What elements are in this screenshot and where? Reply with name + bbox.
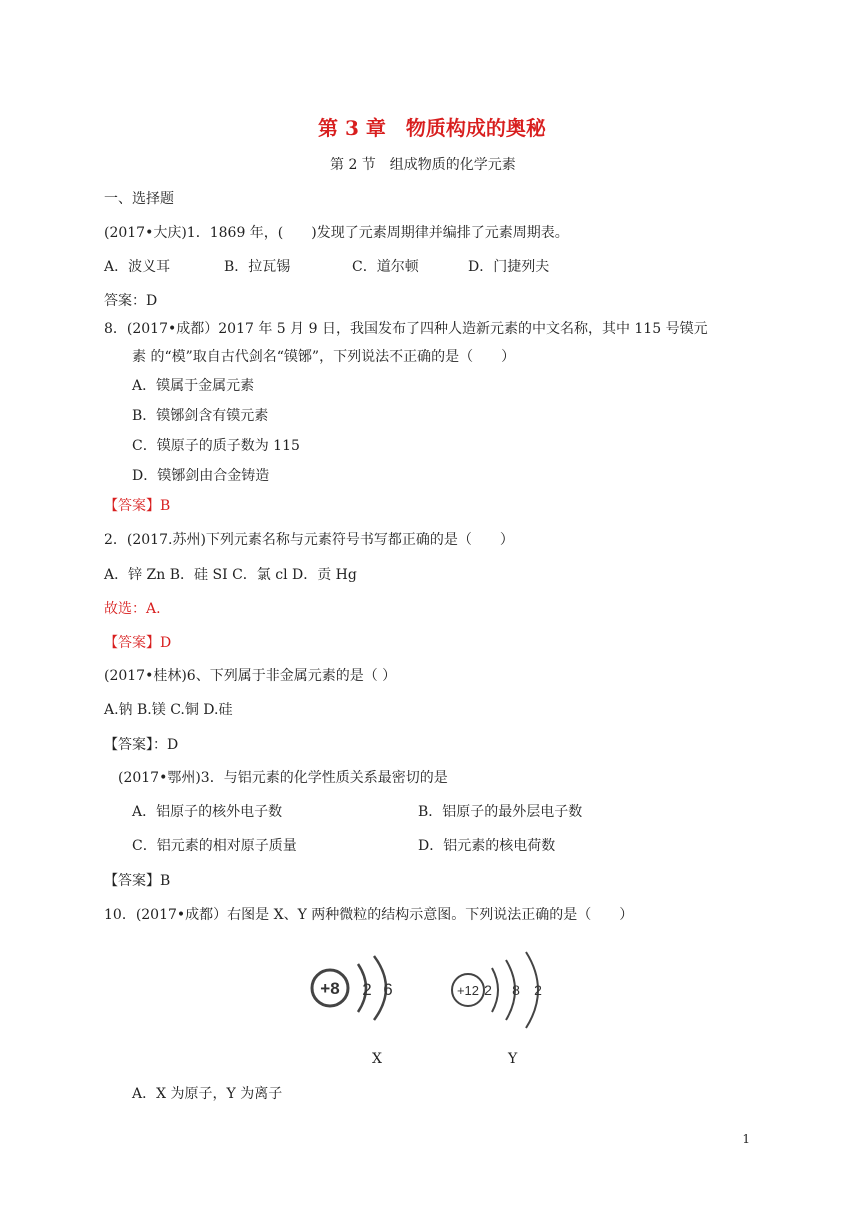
q3-option-d: D．铝元素的核电荷数 (418, 838, 556, 854)
q1-stem: (2017•大庆)1．1869 年，( )发现了元素周期律并编排了元素周期表。 (104, 225, 569, 241)
q8-stem-line1: 8．(2017•成都）2017 年 5 月 9 日，我国发布了四种人造新元素的中文名称，其中 115 号镆元 (104, 321, 708, 337)
q8-option-d: D．镆铘剑由合金铸造 (132, 468, 270, 484)
q2-answer: 【答案】D (104, 635, 172, 651)
chapter-title: 第 3 章 物质构成的奥秘 (318, 116, 546, 140)
atom-y-shell-1-count: 2 (484, 982, 492, 998)
q3-option-c: C．铝元素的相对原子质量 (132, 838, 297, 854)
q3-answer: 【答案】B (104, 873, 171, 889)
q3-stem: (2017•鄂州)3．与铝元素的化学性质关系最密切的是 (118, 770, 448, 786)
atom-x-nucleus-label: +8 (320, 979, 340, 998)
atom-y-structure-diagram (446, 950, 576, 1030)
q1-option-c: C．道尔顿 (352, 259, 419, 275)
q6-stem: (2017•桂林)6、下列属于非金属元素的是（ ） (104, 668, 397, 684)
q8-option-a: A．镆属于金属元素 (132, 378, 255, 394)
atom-y-shell-3-count: 2 (534, 982, 542, 998)
q10-option-a: A．X 为原子，Y 为离子 (132, 1086, 283, 1102)
q1-option-d: D．门捷列夫 (468, 259, 550, 275)
q6-options: A.钠 B.镁 C.铜 D.硅 (104, 702, 233, 718)
q8-option-b: B．镆铘剑含有镆元素 (132, 408, 269, 424)
q1-option-b: B．拉瓦锡 (224, 259, 291, 275)
q2-options: A．锌 Zn B．硅 SI C．氯 cl D．贡 Hg (104, 567, 357, 583)
atom-x-label: X (372, 1051, 382, 1067)
atom-x-shell-1-count: 2 (362, 980, 372, 999)
section-heading: 一、选择题 (104, 191, 174, 207)
atom-y-shell-2-count: 8 (512, 982, 520, 998)
atom-x-structure-diagram (304, 950, 424, 1030)
section-subtitle: 第 2 节 组成物质的化学元素 (330, 157, 516, 173)
page-number: 1 (742, 1132, 750, 1146)
q6-answer: 【答案】：D (104, 737, 179, 753)
q1-answer: 答案：D (104, 293, 158, 309)
q2-choice: 故选：A. (104, 601, 161, 617)
q3-option-b: B．铝原子的最外层电子数 (418, 804, 583, 820)
q8-stem-line2: 素 的“模”取自古代剑名“镆铘”，下列说法不正确的是（ ） (132, 349, 516, 365)
atom-x-shell-2-count: 6 (383, 980, 393, 999)
atom-y-nucleus-label: +12 (456, 983, 480, 998)
atom-y-label: Y (508, 1051, 518, 1067)
q8-option-c: C．镆原子的质子数为 115 (132, 438, 300, 454)
q1-option-a: A．波义耳 (104, 259, 171, 275)
q8-answer: 【答案】B (104, 498, 171, 514)
q10-stem: 10．(2017•成都）右图是 X、Y 两种微粒的结构示意图。下列说法正确的是（ ） (104, 907, 634, 923)
q2-stem: 2．(2017.苏州)下列元素名称与元素符号书写都正确的是（ ） (104, 532, 514, 548)
atom-y-shell-1 (492, 968, 498, 1012)
q3-option-a: A．铝原子的核外电子数 (132, 804, 283, 820)
